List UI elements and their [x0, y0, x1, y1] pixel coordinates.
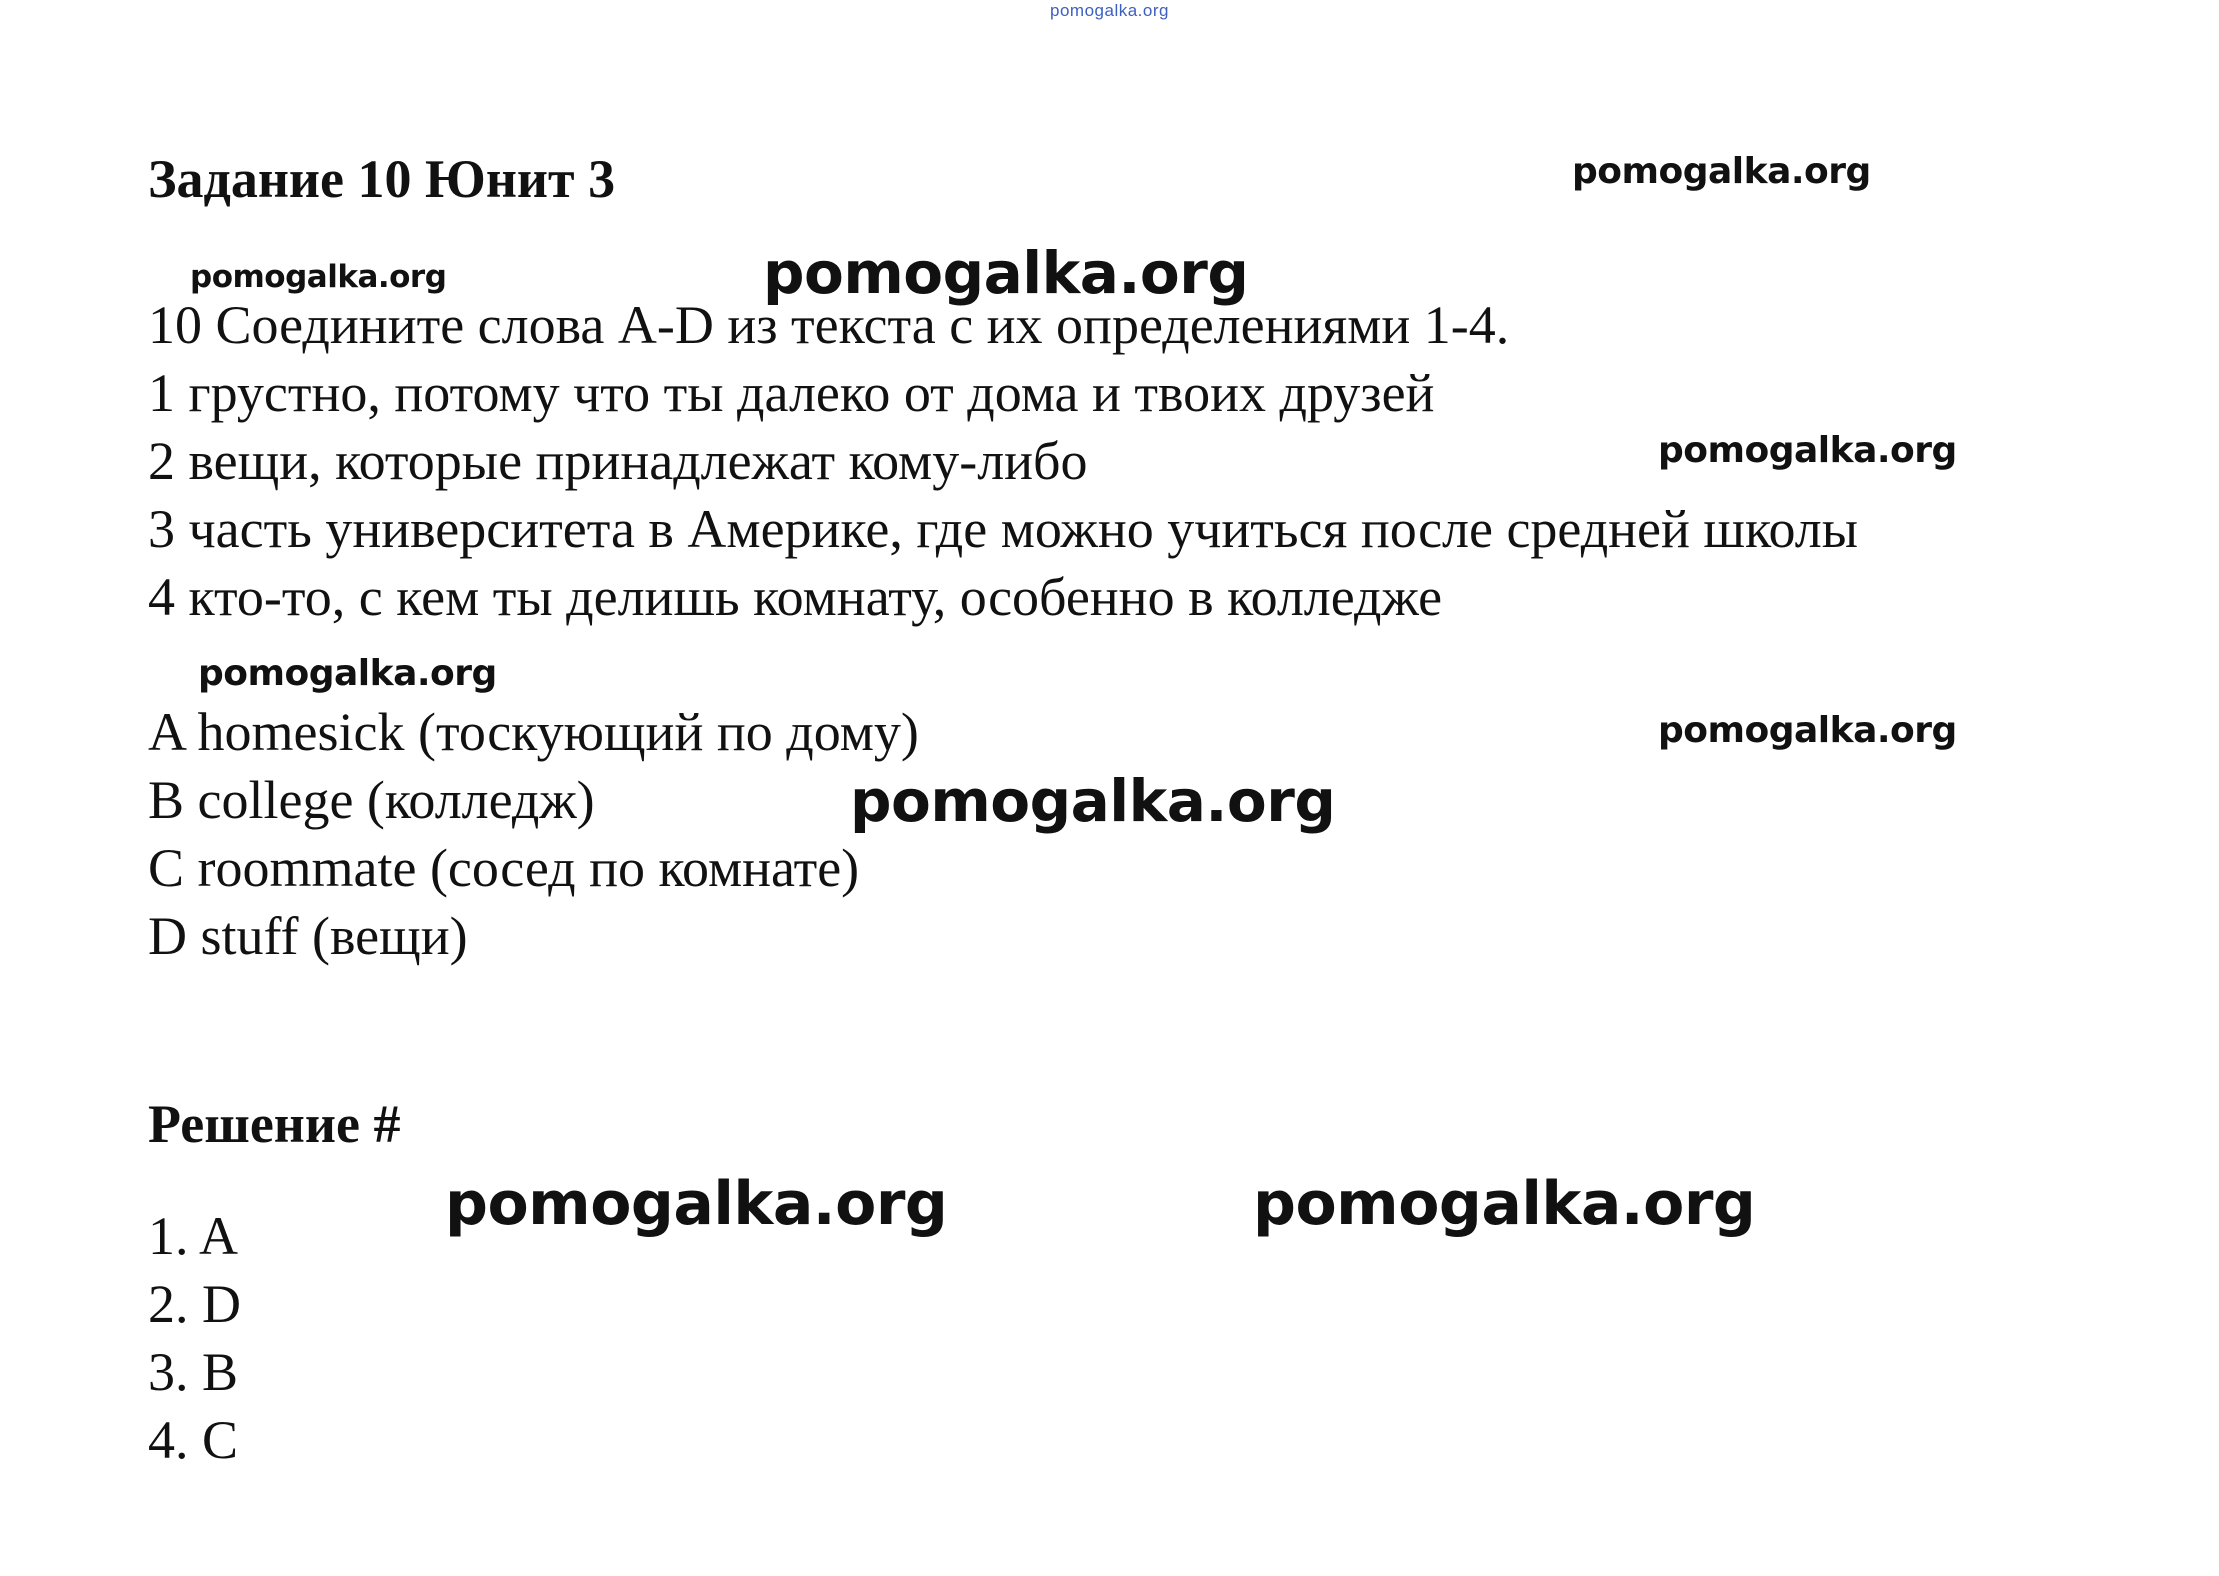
- definition-item: 1 грустно, потому что ты далеко от дома и твоих друзей: [148, 363, 1435, 423]
- watermark: pomogalka.org: [763, 239, 1249, 307]
- watermark: pomogalka.org: [850, 767, 1336, 835]
- definition-item: 2 вещи, которые принадлежат кому-либо: [148, 431, 1088, 491]
- watermark: pomogalka.org: [1658, 710, 1957, 751]
- watermark: pomogalka.org: [1572, 151, 1871, 192]
- definition-item: 3 часть университета в Америке, где можно учиться после средней школы: [148, 499, 1859, 559]
- instruction-text: 10 Соедините слова A-D из текста с их определениями 1-4.: [148, 295, 1510, 355]
- answer-item: 1. A: [148, 1206, 239, 1266]
- word-item: B college (колледж): [148, 770, 595, 830]
- word-item: C roommate (сосед по комнате): [148, 838, 860, 898]
- answer-item: 3. B: [148, 1342, 239, 1402]
- answer-item: 2. D: [148, 1274, 241, 1334]
- watermark: pomogalka.org: [190, 259, 447, 295]
- top-watermark: pomogalka.org: [1050, 1, 1169, 20]
- watermark: pomogalka.org: [198, 653, 497, 694]
- watermark: pomogalka.org: [1253, 1169, 1756, 1239]
- watermark: pomogalka.org: [445, 1169, 948, 1239]
- definition-item: 4 кто-то, с кем ты делишь комнату, особенно в колледже: [148, 567, 1443, 627]
- solution-title: Решение #: [148, 1094, 401, 1154]
- answer-item: 4. C: [148, 1410, 239, 1470]
- task-title: Задание 10 Юнит 3: [148, 149, 616, 209]
- watermark: pomogalka.org: [1658, 430, 1957, 471]
- word-item: A homesick (тоскующий по дому): [148, 702, 919, 762]
- word-item: D stuff (вещи): [148, 906, 468, 966]
